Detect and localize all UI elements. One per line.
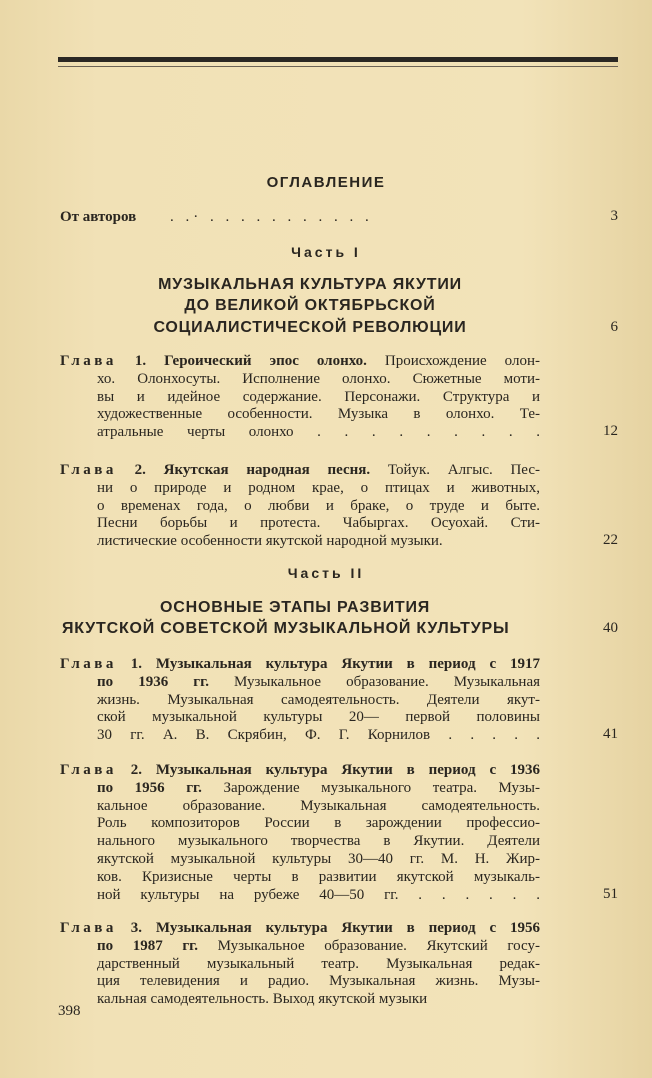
chapter-entry-first-line xyxy=(60,461,540,479)
chapter-description: ской музыкальной культуры 20— первой половины xyxy=(97,709,540,726)
chapter-entry-line xyxy=(97,850,540,868)
chapter-title: 2. Якутская народная песня. xyxy=(134,462,371,478)
chapter-entry-line xyxy=(97,405,540,423)
chapter-description: Происхождение олон- xyxy=(366,353,540,369)
chapter-description: кальное образование. Музыкальная самодеятельность. xyxy=(97,797,540,814)
chapter-label: Глава xyxy=(60,353,117,369)
page-number: 3 xyxy=(610,208,618,224)
header-rule-thin xyxy=(58,66,618,67)
chapter-description: 30 гг. А. В. Скрябин, Ф. Г. Корнилов . . . . . xyxy=(97,727,540,744)
chapter-entry-line xyxy=(97,832,540,850)
intro-label: От авторов xyxy=(60,209,137,225)
chapter-label: Глава xyxy=(60,762,117,778)
chapter-entry-line xyxy=(97,673,540,691)
chapter-description: атральные черты олонхо . . . . . . . . . xyxy=(97,424,540,441)
chapter-description: художественные особенности. Музыка в олонхо. Те- xyxy=(97,406,540,423)
chapter-label: Глава xyxy=(60,656,117,672)
chapter-description: вы и идейное содержание. Персонажи. Структура и xyxy=(97,388,540,405)
chapter-description: якутской музыкальной культуры 30—40 гг. М. Н. Жир- xyxy=(97,851,540,867)
chapter-entry-line xyxy=(97,814,540,832)
intro-entry xyxy=(60,208,520,226)
chapter-entry-line xyxy=(97,370,540,388)
chapter-description: кальная самодеятельность. Выход якутской музыки xyxy=(97,991,428,1008)
chapter-title: 1. Героический эпос олонхо. xyxy=(134,353,367,369)
chapter-entry-line xyxy=(97,532,540,550)
chapter-description: ной культуры на рубеже 40—50 гг. . . . . . . xyxy=(97,886,540,903)
part-label: Часть I xyxy=(291,244,361,260)
chapter-entry-line xyxy=(97,937,540,955)
chapter-description: дарственный музыкальный театр. Музыкальная редак- xyxy=(97,955,540,972)
part-heading-line: СОЦИАЛИСТИЧЕСКОЙ РЕВОЛЮЦИИ xyxy=(153,319,467,336)
chapter-description: ция телевидения и радио. Музыкальная жизнь. Музы- xyxy=(97,973,540,990)
chapter-entry-line xyxy=(97,479,540,497)
chapter-entry-first-line xyxy=(60,919,540,937)
folio: 398 xyxy=(58,1003,81,1019)
part-heading-line: МУЗЫКАЛЬНАЯ КУЛЬТУРА ЯКУТИИ xyxy=(158,276,462,293)
page-number: 12 xyxy=(603,423,618,440)
part-heading-line: ЯКУТСКОЙ СОВЕТСКОЙ МУЗЫКАЛЬНОЙ КУЛЬТУРЫ xyxy=(62,620,510,637)
chapter-description: Музыкальное образование. Музыкальная xyxy=(208,673,541,690)
chapter-entry-line xyxy=(97,972,540,990)
part-heading-line: ДО ВЕЛИКОЙ ОКТЯБРЬСКОЙ xyxy=(184,297,436,314)
chapter-title: 3. Музыкальная культура Якутии в период с 1956 xyxy=(130,920,540,936)
page-number: 41 xyxy=(603,726,618,743)
chapter-entry-line xyxy=(97,779,540,797)
chapter-label: Глава xyxy=(60,462,117,478)
dot-leader: . .· . . . . . . . . . . . xyxy=(170,209,373,225)
header-rule xyxy=(58,57,618,62)
chapter-description: нального музыкального творчества в Якутии. Деятели xyxy=(97,833,540,850)
chapter-description: хо. Олонхосуты. Исполнение олонхо. Сюжетные моти- xyxy=(97,370,540,387)
chapter-description: Роль композиторов России в зарождении профессио- xyxy=(97,815,540,832)
chapter-description: ни о природе и родном крае, о птицах и животных, xyxy=(97,479,540,496)
chapter-description: ков. Кризисные черты в развитии якутской музыкаль- xyxy=(97,868,540,885)
page-title: ОГЛАВЛЕНИЕ xyxy=(266,174,386,191)
chapter-entry-first-line xyxy=(60,655,540,673)
chapter-description: Тойук. Алгыс. Пес- xyxy=(370,462,540,478)
chapter-entry-line xyxy=(97,868,540,886)
chapter-entry-line xyxy=(97,726,540,744)
chapter-entry-line xyxy=(97,514,540,532)
chapter-entry-line xyxy=(97,990,540,1008)
chapter-description: Зарождение музыкального театра. Музы- xyxy=(201,779,541,796)
chapter-entry-line xyxy=(97,388,540,406)
chapter-entry-first-line xyxy=(60,352,540,370)
chapter-label: Глава xyxy=(60,920,117,936)
chapter-entry-line xyxy=(97,423,540,441)
page-number: 22 xyxy=(603,532,618,549)
chapter-entry-line xyxy=(97,708,540,726)
chapter-title: по 1987 гг. xyxy=(97,937,199,954)
chapter-entry-line xyxy=(97,497,540,515)
chapter-description: Музыкальное образование. Якутский госу- xyxy=(198,937,540,954)
chapter-title: по 1956 гг. xyxy=(97,779,202,796)
chapter-entry-line xyxy=(97,886,540,904)
chapter-entry-line xyxy=(97,691,540,709)
chapter-description: Песни борьбы и протеста. Чабыргах. Осуохай. Сти- xyxy=(97,515,540,532)
part-heading-line: ОСНОВНЫЕ ЭТАПЫ РАЗВИТИЯ xyxy=(160,599,431,616)
part-label: Часть II xyxy=(287,565,365,581)
page-number: 51 xyxy=(603,885,618,902)
chapter-title: 1. Музыкальная культура Якутии в период с 1917 xyxy=(130,656,540,672)
chapter-description: о временах года, о любви и браке, о труде и быте. xyxy=(97,497,540,514)
chapter-title: по 1936 гг. xyxy=(97,673,209,690)
chapter-title: 2. Музыкальная культура Якутии в период с 1936 xyxy=(130,762,540,778)
chapter-entry-line xyxy=(97,955,540,973)
chapter-description: листические особенности якутской народной музыки. xyxy=(97,533,443,550)
chapter-entry-line xyxy=(97,797,540,815)
chapter-entry-first-line xyxy=(60,761,540,779)
page-number: 40 xyxy=(603,620,618,636)
chapter-description: жизнь. Музыкальная самодеятельность. Деятели якут- xyxy=(97,691,540,708)
page-number: 6 xyxy=(610,319,618,335)
